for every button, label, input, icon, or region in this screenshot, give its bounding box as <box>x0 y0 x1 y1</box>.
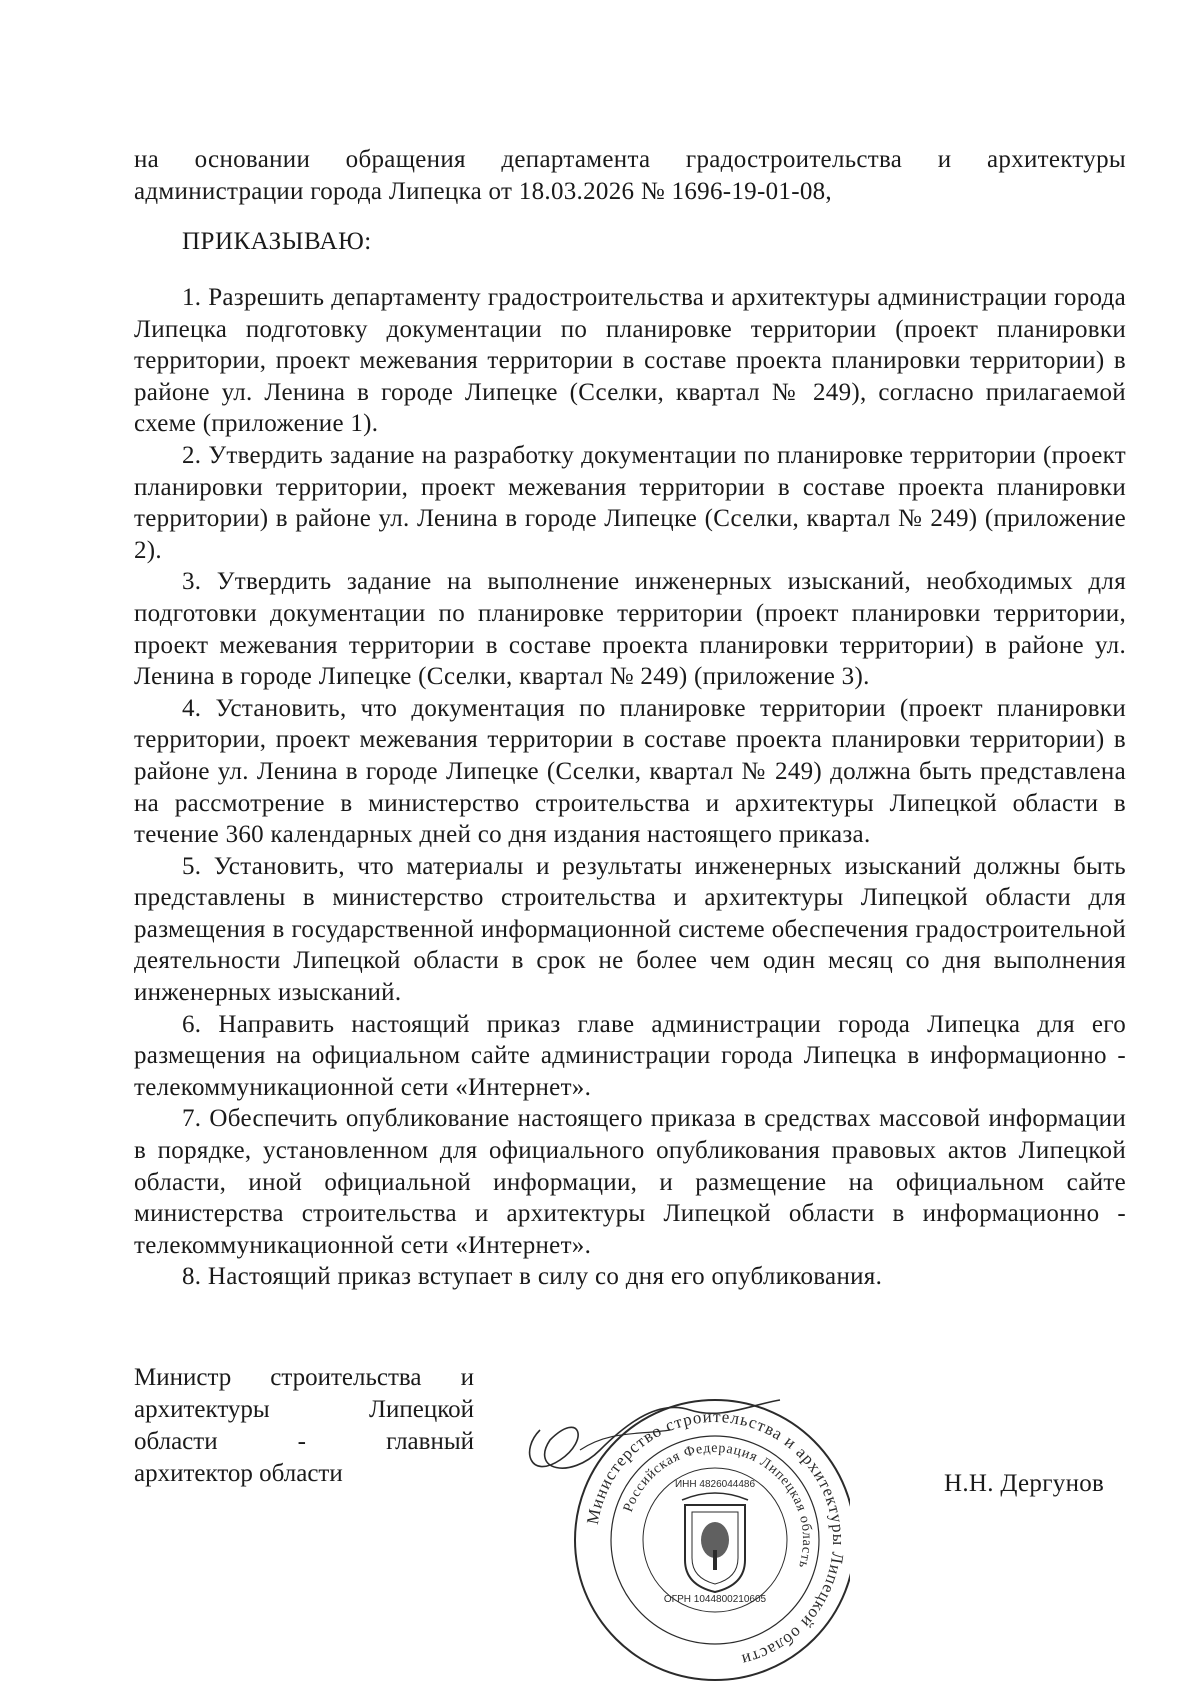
stamp-ogrn: ОГРН 1044800210605 <box>663 1594 767 1605</box>
order-item-2: 2. Утвердить задание на разработку документации по планировке территории (проект планировки территории, проект межевания территории в составе проекта планировки территории) в районе ул. Ленина в городе Липецке (Сселки, квартал № 249) (приложение 2). <box>134 441 1126 564</box>
order-item-3: 3. Утвердить задание на выполнение инженерных изысканий, необходимых для подготовки документации по планировке территории (проект планировки территории, проект межевания территории в составе проекта планировки территории) в районе ул. Ленина в городе Липецке (Сселки, квартал № 249) (приложение 3). <box>134 568 1126 691</box>
intro-paragraph: на основании обращения департамента градостроительства и архитектуры администрации города Липецка от 18.03.2026 № 1696-19-01-08, <box>134 146 1126 205</box>
order-item-1: 1. Разрешить департаменту градостроительства и архитектуры администрации города Липецка подготовку документации по планировке территории (проект планировки территории, проект межевания территории в составе проекта планировки территории) в районе ул. Ленина в городе Липецке (Сселки, квартал № 249), согласно прилагаемой схеме (приложение 1). <box>134 284 1126 438</box>
stamp-outer-text: Министерство строительства и архитектуры Липецкой области <box>582 1406 849 1670</box>
signatory-title-line: архитектуры Липецкой <box>134 1396 474 1423</box>
official-stamp <box>520 1390 850 1690</box>
signatory-name: Н.Н. Дергунов <box>944 1470 1105 1497</box>
stamp-inn: ИНН 4826044486 <box>674 1479 756 1490</box>
signatory-title <box>134 1362 474 1490</box>
signatory-title-line: области - главный <box>134 1428 474 1455</box>
order-item-8: 8. Настоящий приказ вступает в силу со дня его опубликования. <box>182 1263 883 1291</box>
order-item-7: 7. Обеспечить опубликование настоящего приказа в средствах массовой информации в порядке, установленном для официального опубликования правовых актов Липецкой области, иной официальной информации, и размещение на официальном сайте министерства строительства и архитектуры Липецкой области в информационно - телекоммуникационной сети «Интернет». <box>134 1105 1126 1259</box>
stamp-inner-text: Российская Федерация Липецкая область <box>620 1440 815 1571</box>
order-item-5: 5. Установить, что материалы и результаты инженерных изысканий должны быть представлены в министерство строительства и архитектуры Липецкой области для размещения в государственной информационной системе обеспечения градостроительной деятельности Липецкой области в срок не более чем один месяц со дня выполнения инженерных изысканий. <box>134 852 1126 1007</box>
signatory-title-line: архитектор области <box>134 1460 343 1487</box>
order-heading: ПРИКАЗЫВАЮ: <box>182 228 372 255</box>
order-items-list <box>134 282 1126 1293</box>
order-item-4: 4. Установить, что документация по планировке территории (проект планировки территории, проект межевания территории в составе проекта планировки территории) в районе ул. Ленина в городе Липецке (Сселки, квартал № 249) должна быть представлена на рассмотрение в министерство строительства и архитектуры Липецкой области в течение 360 календарных дней со дня издания настоящего приказа. <box>134 694 1126 849</box>
coat-of-arms-icon <box>682 1493 748 1592</box>
order-item-6: 6. Направить настоящий приказ главе администрации города Липецка для его размещения на официальном сайте администрации города Липецка в информационно - телекоммуникационной сети «Интернет». <box>134 1010 1126 1101</box>
signatory-title-line: Министр строительства и <box>134 1364 474 1391</box>
